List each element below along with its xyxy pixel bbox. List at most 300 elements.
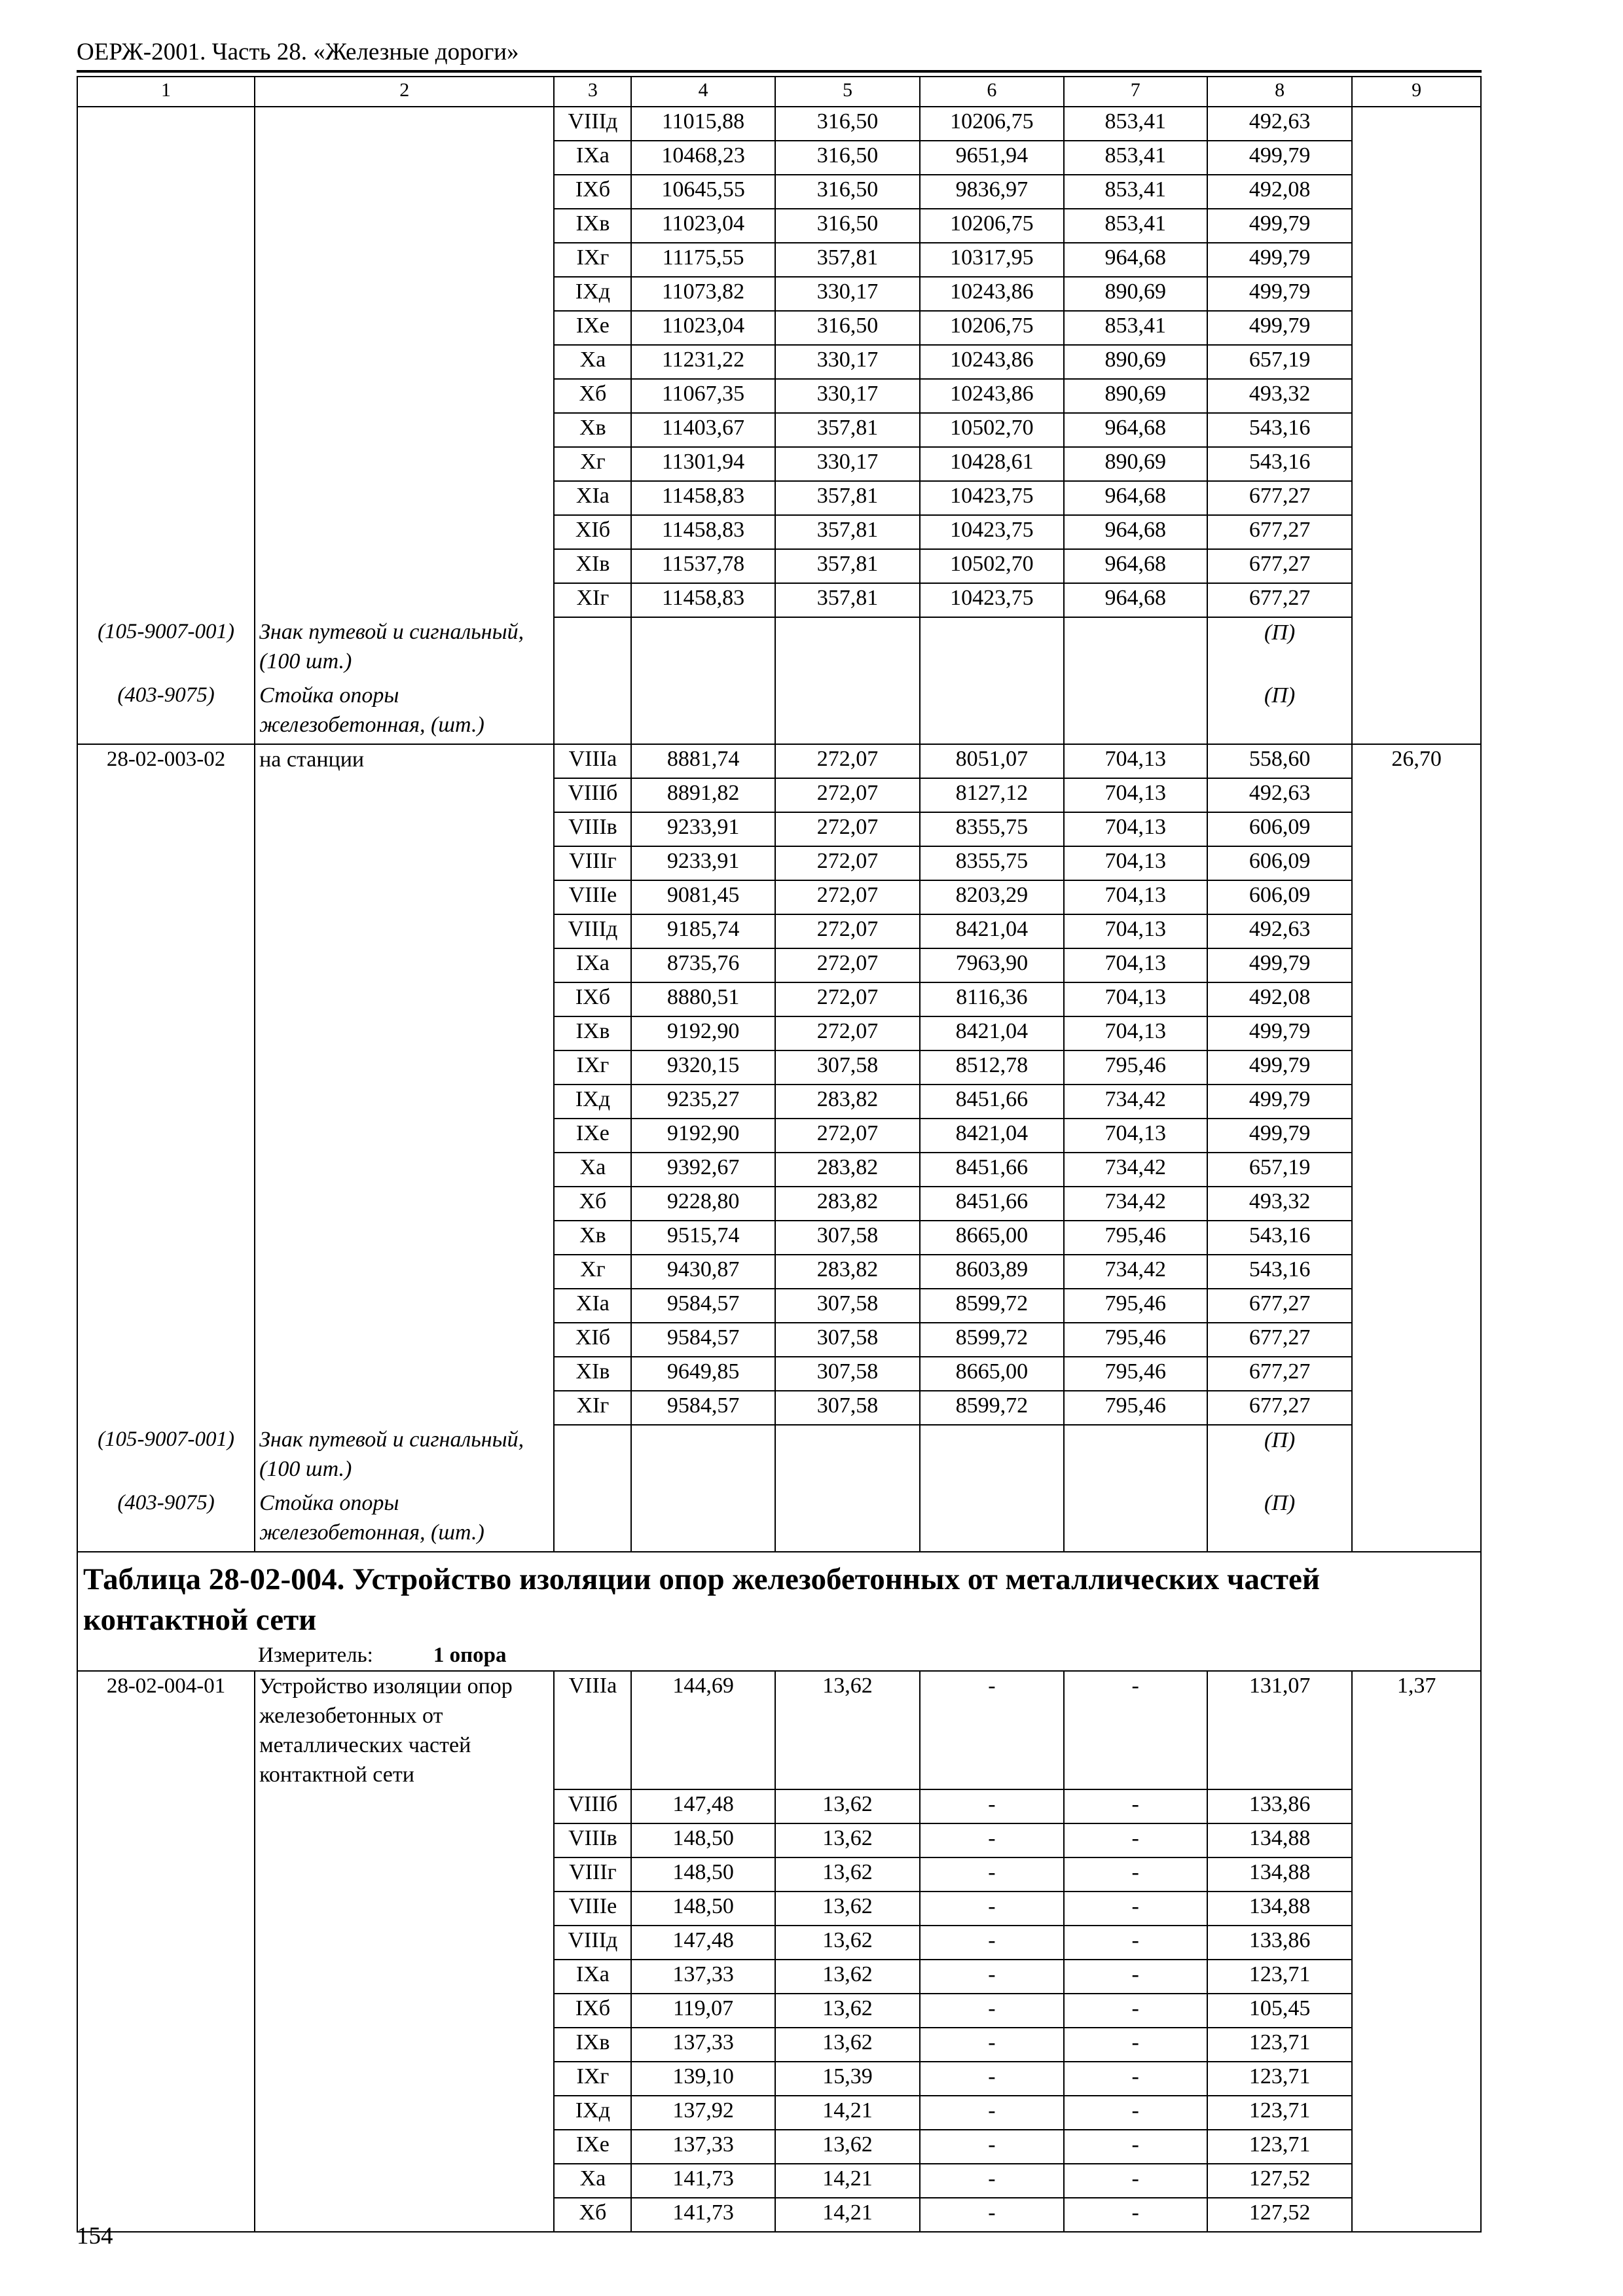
unit-line [83, 1640, 1475, 1670]
col7-driver-wage: - [1064, 2164, 1207, 2198]
note-code: (105-9007-001) [77, 617, 255, 681]
col7-driver-wage: 704,13 [1064, 744, 1207, 778]
table-row [77, 277, 1481, 311]
cell-name [255, 1016, 554, 1050]
col6-machinery: 8116,36 [920, 982, 1063, 1016]
cell-col9 [1352, 379, 1481, 413]
col4-total: 137,33 [631, 2028, 775, 2062]
col6-machinery: 10317,95 [920, 243, 1063, 277]
cell-col9 [1352, 311, 1481, 345]
cell-name [255, 1153, 554, 1187]
col8-materials: 123,71 [1207, 2096, 1352, 2130]
col6-machinery: 10206,75 [920, 107, 1063, 141]
note-unit: (П) [1207, 617, 1352, 681]
note-empty-cell [631, 681, 775, 744]
table-row [77, 812, 1481, 846]
col6-machinery: - [920, 2028, 1063, 2062]
col6-machinery: - [920, 1823, 1063, 1857]
col6-machinery: - [920, 2164, 1063, 2198]
col6-machinery: 8421,04 [920, 1119, 1063, 1153]
col5-wage: 272,07 [775, 880, 920, 914]
col4-total: 11537,78 [631, 549, 775, 583]
cell-code [77, 1016, 255, 1050]
col7-driver-wage: - [1064, 1789, 1207, 1823]
col5-wage: 14,21 [775, 2096, 920, 2130]
table-row [77, 948, 1481, 982]
col7-driver-wage: - [1064, 1671, 1207, 1789]
cell-name [255, 1289, 554, 1323]
cell-code [77, 1789, 255, 1823]
col6-machinery: - [920, 1892, 1063, 1926]
col4-total: 148,50 [631, 1823, 775, 1857]
note-empty-cell [1064, 1425, 1207, 1488]
section-heading-cell [77, 1552, 1481, 1671]
col3-variant: IXб [554, 175, 631, 209]
table-row [77, 846, 1481, 880]
cell-name [255, 1357, 554, 1391]
col8-materials: 543,16 [1207, 413, 1352, 447]
col5-wage: 307,58 [775, 1050, 920, 1085]
col4-total: 11458,83 [631, 583, 775, 617]
col3-variant: IXд [554, 277, 631, 311]
col5-wage: 13,62 [775, 1789, 920, 1823]
col8-materials: 677,27 [1207, 583, 1352, 617]
col3-variant: Xв [554, 413, 631, 447]
cell-col9: 26,70 [1352, 744, 1481, 778]
note-empty-cell [1064, 617, 1207, 681]
col7-driver-wage: 704,13 [1064, 948, 1207, 982]
col3-variant: XIб [554, 1323, 631, 1357]
col5-wage: 13,62 [775, 2130, 920, 2164]
table-row [77, 1960, 1481, 1994]
col8-materials: 657,19 [1207, 1153, 1352, 1187]
cell-name [255, 2028, 554, 2062]
col7-driver-wage: 704,13 [1064, 914, 1207, 948]
col4-total: 10468,23 [631, 141, 775, 175]
col8-materials: 492,63 [1207, 914, 1352, 948]
table-row [77, 1119, 1481, 1153]
cell-name [255, 1050, 554, 1085]
col7-driver-wage: - [1064, 1994, 1207, 2028]
cell-col9 [1352, 948, 1481, 982]
col6-machinery: 8451,66 [920, 1153, 1063, 1187]
cell-col9 [1352, 982, 1481, 1016]
col4-total: 9515,74 [631, 1221, 775, 1255]
col8-materials: 134,88 [1207, 1857, 1352, 1892]
col5-wage: 283,82 [775, 1153, 920, 1187]
cell-col9 [1352, 778, 1481, 812]
col6-machinery: - [920, 1789, 1063, 1823]
col4-total: 141,73 [631, 2198, 775, 2232]
col7-driver-wage: 734,42 [1064, 1153, 1207, 1187]
col5-wage: 307,58 [775, 1289, 920, 1323]
col7-driver-wage: 704,13 [1064, 982, 1207, 1016]
col8-materials: 492,08 [1207, 982, 1352, 1016]
col4-total: 137,33 [631, 1960, 775, 1994]
col3-variant: IXа [554, 141, 631, 175]
cell-code [77, 345, 255, 379]
cell-col9 [1352, 914, 1481, 948]
col3-variant: IXв [554, 2028, 631, 2062]
col7-driver-wage: 704,13 [1064, 880, 1207, 914]
col5-wage: 272,07 [775, 1119, 920, 1153]
col4-total: 11175,55 [631, 243, 775, 277]
col5-wage: 272,07 [775, 1016, 920, 1050]
resource-note-row [77, 1488, 1481, 1552]
note-unit: (П) [1207, 1425, 1352, 1488]
cell-col9 [1352, 1255, 1481, 1289]
cell-col9 [1352, 413, 1481, 447]
note-name: Стойка опоры железобетонная, (шт.) [255, 1488, 554, 1552]
col6-machinery: 8512,78 [920, 1050, 1063, 1085]
col5-wage: 272,07 [775, 846, 920, 880]
col7-driver-wage: 964,68 [1064, 243, 1207, 277]
cell-name [255, 2198, 554, 2232]
col5-wage: 357,81 [775, 583, 920, 617]
cell-code [77, 778, 255, 812]
cell-col9 [1352, 447, 1481, 481]
col6-machinery: 8599,72 [920, 1323, 1063, 1357]
cell-col9 [1352, 1892, 1481, 1926]
cell-name [255, 1323, 554, 1357]
table-row [77, 1994, 1481, 2028]
table-row [77, 243, 1481, 277]
note-empty-cell [631, 1488, 775, 1552]
table-row [77, 447, 1481, 481]
table-row [77, 1050, 1481, 1085]
col8-materials: 543,16 [1207, 447, 1352, 481]
table-row [77, 141, 1481, 175]
cell-code [77, 447, 255, 481]
col4-total: 9584,57 [631, 1289, 775, 1323]
col6-machinery: - [920, 1994, 1063, 2028]
note-name: Знак путевой и сигнальный, (100 шт.) [255, 617, 554, 681]
cell-name [255, 880, 554, 914]
col6-machinery: 10243,86 [920, 379, 1063, 413]
cell-col9 [1352, 2062, 1481, 2096]
cell-code [77, 379, 255, 413]
col7-driver-wage: - [1064, 1926, 1207, 1960]
col7-driver-wage: 704,13 [1064, 1119, 1207, 1153]
col3-variant: IXа [554, 948, 631, 982]
cell-col9 [1352, 1960, 1481, 1994]
column-number-5: 5 [775, 77, 920, 107]
cell-col9 [1352, 345, 1481, 379]
col6-machinery: 8051,07 [920, 744, 1063, 778]
col5-wage: 307,58 [775, 1323, 920, 1357]
col3-variant: VIIIг [554, 1857, 631, 1892]
note-empty-cell [775, 617, 920, 681]
table-row [77, 175, 1481, 209]
col7-driver-wage: 853,41 [1064, 311, 1207, 345]
cell-code [77, 141, 255, 175]
table-row [77, 481, 1481, 515]
col5-wage: 357,81 [775, 481, 920, 515]
cell-name [255, 1221, 554, 1255]
col3-variant: Xб [554, 2198, 631, 2232]
cell-name [255, 243, 554, 277]
col8-materials: 543,16 [1207, 1221, 1352, 1255]
cell-code [77, 243, 255, 277]
note-col9 [1352, 681, 1481, 744]
cell-code [77, 1892, 255, 1926]
col7-driver-wage: 964,68 [1064, 515, 1207, 549]
cell-code [77, 1960, 255, 1994]
note-name: Знак путевой и сигнальный, (100 шт.) [255, 1425, 554, 1488]
col6-machinery: 9651,94 [920, 141, 1063, 175]
cell-col9 [1352, 1187, 1481, 1221]
col3-variant: XIг [554, 1391, 631, 1425]
col7-driver-wage: 704,13 [1064, 1016, 1207, 1050]
col4-total: 11458,83 [631, 481, 775, 515]
cell-col9 [1352, 549, 1481, 583]
col4-total: 11403,67 [631, 413, 775, 447]
col6-machinery: - [920, 2096, 1063, 2130]
col4-total: 9192,90 [631, 1119, 775, 1153]
column-number-3: 3 [554, 77, 631, 107]
col6-machinery: 7963,90 [920, 948, 1063, 982]
cell-col9 [1352, 583, 1481, 617]
col8-materials: 499,79 [1207, 277, 1352, 311]
cell-code [77, 880, 255, 914]
cell-col9 [1352, 2096, 1481, 2130]
col8-materials: 677,27 [1207, 481, 1352, 515]
col5-wage: 272,07 [775, 914, 920, 948]
col6-machinery: 8203,29 [920, 880, 1063, 914]
col7-driver-wage: - [1064, 1823, 1207, 1857]
col5-wage: 330,17 [775, 277, 920, 311]
cell-col9 [1352, 1391, 1481, 1425]
cell-col9 [1352, 1994, 1481, 2028]
cell-col9 [1352, 846, 1481, 880]
cell-code [77, 107, 255, 141]
note-empty-cell [554, 617, 631, 681]
col3-variant: VIIIе [554, 880, 631, 914]
cell-code [77, 2096, 255, 2130]
col7-driver-wage: 795,46 [1064, 1289, 1207, 1323]
note-empty-cell [920, 617, 1063, 681]
col5-wage: 272,07 [775, 982, 920, 1016]
cell-col9 [1352, 1823, 1481, 1857]
col5-wage: 13,62 [775, 1857, 920, 1892]
cell-col9 [1352, 1119, 1481, 1153]
table-row [77, 1255, 1481, 1289]
col8-materials: 499,79 [1207, 209, 1352, 243]
cell-code [77, 1119, 255, 1153]
table-row [77, 2130, 1481, 2164]
cell-col9 [1352, 2164, 1481, 2198]
col5-wage: 316,50 [775, 311, 920, 345]
col3-variant: VIIIб [554, 1789, 631, 1823]
col7-driver-wage: 734,42 [1064, 1187, 1207, 1221]
cell-code [77, 1187, 255, 1221]
cell-name [255, 1391, 554, 1425]
col6-machinery: - [920, 2198, 1063, 2232]
col3-variant: VIIIд [554, 107, 631, 141]
column-number-6: 6 [920, 77, 1063, 107]
cell-code [77, 2130, 255, 2164]
col8-materials: 499,79 [1207, 1085, 1352, 1119]
col7-driver-wage: 890,69 [1064, 277, 1207, 311]
note-empty-cell [920, 1425, 1063, 1488]
col3-variant: IXб [554, 982, 631, 1016]
col4-total: 8891,82 [631, 778, 775, 812]
col3-variant: XIа [554, 481, 631, 515]
col6-machinery: 10502,70 [920, 413, 1063, 447]
col8-materials: 677,27 [1207, 1391, 1352, 1425]
cell-code [77, 175, 255, 209]
col5-wage: 330,17 [775, 379, 920, 413]
cell-code [77, 1323, 255, 1357]
cell-name [255, 846, 554, 880]
col7-driver-wage: 704,13 [1064, 846, 1207, 880]
col7-driver-wage: 964,68 [1064, 481, 1207, 515]
col3-variant: IXв [554, 1016, 631, 1050]
table-row [77, 583, 1481, 617]
col4-total: 11023,04 [631, 311, 775, 345]
col6-machinery: 8665,00 [920, 1357, 1063, 1391]
col7-driver-wage: - [1064, 2062, 1207, 2096]
col7-driver-wage: 734,42 [1064, 1255, 1207, 1289]
col8-materials: 499,79 [1207, 311, 1352, 345]
cell-code [77, 2164, 255, 2198]
col5-wage: 307,58 [775, 1357, 920, 1391]
note-empty-cell [631, 1425, 775, 1488]
note-empty-cell [920, 1488, 1063, 1552]
note-unit: (П) [1207, 1488, 1352, 1552]
col4-total: 9584,57 [631, 1391, 775, 1425]
col5-wage: 13,62 [775, 1926, 920, 1960]
table-row [77, 1926, 1481, 1960]
note-col9 [1352, 617, 1481, 681]
table-row [77, 311, 1481, 345]
col3-variant: VIIIв [554, 812, 631, 846]
col7-driver-wage: 890,69 [1064, 345, 1207, 379]
col4-total: 11067,35 [631, 379, 775, 413]
col4-total: 8735,76 [631, 948, 775, 982]
col8-materials: 499,79 [1207, 141, 1352, 175]
col7-driver-wage: 734,42 [1064, 1085, 1207, 1119]
table-row [77, 2164, 1481, 2198]
cell-col9 [1352, 2130, 1481, 2164]
cell-name [255, 2062, 554, 2096]
col6-machinery: 8355,75 [920, 846, 1063, 880]
table-row [77, 1391, 1481, 1425]
col4-total: 9430,87 [631, 1255, 775, 1289]
table-row [77, 209, 1481, 243]
cell-name [255, 1857, 554, 1892]
col6-machinery: 10243,86 [920, 345, 1063, 379]
cell-name [255, 277, 554, 311]
col3-variant: Xа [554, 345, 631, 379]
col8-materials: 127,52 [1207, 2198, 1352, 2232]
col8-materials: 499,79 [1207, 1016, 1352, 1050]
col8-materials: 493,32 [1207, 379, 1352, 413]
column-number-row [77, 77, 1481, 107]
col8-materials: 123,71 [1207, 2028, 1352, 2062]
col4-total: 9233,91 [631, 812, 775, 846]
col7-driver-wage: - [1064, 2130, 1207, 2164]
cell-name [255, 1926, 554, 1960]
col6-machinery: 8665,00 [920, 1221, 1063, 1255]
note-empty-cell [554, 1425, 631, 1488]
cell-name [255, 107, 554, 141]
table-row [77, 2028, 1481, 2062]
note-col9 [1352, 1488, 1481, 1552]
col7-driver-wage: 853,41 [1064, 141, 1207, 175]
col8-materials: 123,71 [1207, 2130, 1352, 2164]
cell-code [77, 1255, 255, 1289]
table-row [77, 549, 1481, 583]
col3-variant: VIIIд [554, 1926, 631, 1960]
cell-name [255, 982, 554, 1016]
resource-note-row [77, 617, 1481, 681]
col6-machinery: - [920, 1960, 1063, 1994]
cell-col9 [1352, 1926, 1481, 1960]
col5-wage: 316,50 [775, 209, 920, 243]
cell-code [77, 1221, 255, 1255]
note-code: (105-9007-001) [77, 1425, 255, 1488]
col8-materials: 105,45 [1207, 1994, 1352, 2028]
cell-col9 [1352, 1289, 1481, 1323]
col3-variant: IXа [554, 1960, 631, 1994]
cell-col9 [1352, 243, 1481, 277]
col3-variant: Xб [554, 1187, 631, 1221]
col8-materials: 127,52 [1207, 2164, 1352, 2198]
cell-name [255, 1960, 554, 1994]
col8-materials: 131,07 [1207, 1671, 1352, 1789]
cell-code [77, 914, 255, 948]
col7-driver-wage: - [1064, 1892, 1207, 1926]
col3-variant: IXе [554, 1119, 631, 1153]
col6-machinery: 8599,72 [920, 1289, 1063, 1323]
col8-materials: 133,86 [1207, 1926, 1352, 1960]
col5-wage: 272,07 [775, 744, 920, 778]
col4-total: 11458,83 [631, 515, 775, 549]
cell-name [255, 141, 554, 175]
table-row [77, 2062, 1481, 2096]
col4-total: 9192,90 [631, 1016, 775, 1050]
col5-wage: 357,81 [775, 413, 920, 447]
col8-materials: 677,27 [1207, 1323, 1352, 1357]
col7-driver-wage: - [1064, 2028, 1207, 2062]
cell-name [255, 481, 554, 515]
col4-total: 9584,57 [631, 1323, 775, 1357]
col8-materials: 493,32 [1207, 1187, 1352, 1221]
column-number-1: 1 [77, 77, 255, 107]
cell-code [77, 1085, 255, 1119]
col4-total: 8880,51 [631, 982, 775, 1016]
cell-code [77, 1391, 255, 1425]
col7-driver-wage: 704,13 [1064, 778, 1207, 812]
table-row [77, 515, 1481, 549]
col6-machinery: - [920, 2062, 1063, 2096]
col4-total: 9233,91 [631, 846, 775, 880]
col3-variant: VIIIа [554, 744, 631, 778]
col3-variant: IXб [554, 1994, 631, 2028]
cell-name: Устройство изоляции опор железобетонных от металлических частей контактной сети [255, 1671, 554, 1789]
col8-materials: 123,71 [1207, 2062, 1352, 2096]
cell-code [77, 413, 255, 447]
cell-name [255, 1892, 554, 1926]
col6-machinery: 10206,75 [920, 311, 1063, 345]
col8-materials: 606,09 [1207, 846, 1352, 880]
col3-variant: Xг [554, 1255, 631, 1289]
col5-wage: 13,62 [775, 2028, 920, 2062]
col7-driver-wage: 890,69 [1064, 379, 1207, 413]
col6-machinery: 10423,75 [920, 481, 1063, 515]
cell-name [255, 2096, 554, 2130]
